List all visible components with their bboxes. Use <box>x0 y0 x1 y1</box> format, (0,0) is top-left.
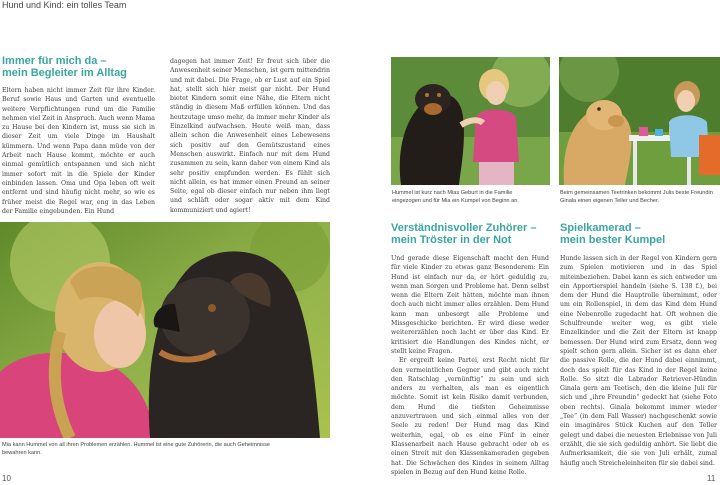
body-column <box>170 57 330 215</box>
heading-line: Immer für mich da – <box>2 55 107 67</box>
heading-line: mein Begleiter im Alltag <box>2 67 127 79</box>
heading-line: Spielkamerad – <box>560 222 641 234</box>
running-header: Hund und Kind: ein tolles Team <box>2 0 127 10</box>
photo-girl-with-dog <box>0 222 330 438</box>
body-column <box>2 86 155 216</box>
paragraph: Hunde lassen sich in der Regel von Kindern gern zum Spielen motivieren und in das Spiel miteinbeziehen. Dabei kann es sich entweder um ein Apportierspiel handeln (siehe S. 138 f.), bei dem der Hund die Hauptrolle übernimmt, oder um ein Rollenspiel, in dem das Kind dem Hund eine Nebenrolle zugedacht hat. Oft wohnen die Schulfreunde weiter weg, es gibt viele Einzelkinder und die Zeit der Eltern ist knapp bemessen. Der Hund wird zum Ersatz, denn weg spielt schon gern allein. Sicher ist es dann eher die passive Rolle, die der Hund dabei einnimmt, doch das spielt für das Kind in der Regel keine Rolle. So sitzt die Labrador Retriever-Hündin Ginala gern am Teetisch, den die kleine Juli für sich und „ihre Freundin“ gedeckt hat (siehe Foto oben rechts). Ginala bekommt immer wieder „Tee“ (in dem Fall Wasser) nachgeschenkt sowie ein imaginäres Stück Kuchen auf den Teller gelegt und dabei die neuesten Erlebnisse von Juli erzählt, die sie sich geduldig anhört. Sie liebt die Aufmerksamkeit, die sie von Juli erhält, zumal häufig auch Streicheleinheiten für sie dabei sind. <box>560 255 717 467</box>
heading-line: mein bester Kumpel <box>560 234 666 246</box>
paragraph: dagegen hat immer Zeit! Er freut sich über die Anwesenheit seiner Menschen, ist gern mittendrin und mit dabei. Die Frage, ob er Lust auf ein Spiel hat, stellt sich hier meist gar nicht. Der Hund bietet Kindern somit eine Nähe, die Eltern nicht ständig in diesem Maß erfüllen können. Und das heutzutage umso mehr, da immer mehr Kinder als Einzelkind aufwachsen. Heute weiß man, dass allein schon die Anwesenheit eines Lebewesens sich positiv auf den Gemütszustand eines Menschen auswirkt. Einfach nur mit dem Hund zusammen zu sein, kann daher von einem Kind als sehr positiv empfunden werden. Es fühlt sich nicht allein, es hat immer einen Freund an seiner Seite, egal ob dieser einfach nur neben ihm liegt und schläft oder sogar aktiv mit dem Kind kommuniziert und agiert! <box>170 58 330 214</box>
section-heading-alltag <box>2 55 162 79</box>
paragraph: Er ergreift keine Partei, erst Recht nicht für den vermeintlichen Gegner und gibt auch nicht den Ratschlag „vernünftig“ zu sein und sich anders zu verhalten, als man es eigentlich möchte. Somit ist kein Risiko damit verbunden, dem Hund die tiefsten Geheimnisse anzuvertrauen und sich einmal alles von der Seele zu reden! Der Hund mag das Kind weiterhin, egal, ob es eine Fünf in einer Klassenarbeit nach Hause gebracht oder ob es einen Streit mit den Klassenkameraden gegeben hat. Die Schwächen des Kindes in seinem Alltag spielen in Bezug auf den Hund keine Rolle. <box>391 357 549 476</box>
section-heading-zuhoerer <box>391 222 556 246</box>
paragraph: Und gerade diese Eigenschaft macht den Hund für viele Kinder zu etwas ganz Besonderem: Ein Hund ist einfach nur da, er hört geduldig zu, wenn man Sorgen und Probleme hat. Denn selbst wenn die Eltern Zeit hätten, möchte man ihnen doch auch nicht immer alles erzählen. Dem Hund kann man unbesorgt alle Probleme und Missgeschicke berichten. Er wird diese weder weitererzählen noch lacht er über das Kind. Er kritisiert die Handlungen des Kindes nicht, er stellt keine Fragen. <box>391 255 549 355</box>
body-column <box>560 254 717 468</box>
photo-caption: Hummel ist kurz nach Mias Geburt in die Familie eingezogen und für Mia ein Kumpel von Beginn an. <box>392 190 519 204</box>
page-number-left: 10 <box>2 474 11 483</box>
paragraph: Eltern haben nicht immer Zeit für ihre Kinder. Beruf sowie Haus und Garten und eventuelle weitere Verpflichtungen rund um die Familie nehmen viel Zeit in Anspruch. Auch wenn Mama zu Hause bei den Kindern ist, muss sie sich in dieser Zeit um viele Dinge im Haushalt kümmern. Und wenn Papa dann müde von der Arbeit nach Hause kommt, möchte er auch einmal gemütlich entspannen und sich nicht immer sofort mit in die Spiele der Kinder einbinden lassen. Oma und Opa leben oft weit entfernt und sind häufig nicht mehr, so wie es früher meist die Regel war, eng in das Leben der Familie eingebunden. Ein Hund <box>2 87 155 215</box>
heading-line: mein Tröster in der Not <box>391 234 512 246</box>
photo-caption: Mia kann Hummel von all ihren Problemen erzählen. Hummel ist eine gute Zuhörerin, die auch Geheimnisse bewahren kann. <box>2 442 271 456</box>
page-number-right: 11 <box>707 474 716 483</box>
section-heading-spielkamerad <box>560 222 718 246</box>
photo-caption: Beim gemeinsamen Teetrinken bekommt Julis beste Freundin Ginala einen eigenen Teller und Becher. <box>560 190 713 204</box>
heading-line: Verständnisvoller Zuhörer – <box>391 222 537 234</box>
photo-tea-party <box>559 57 720 185</box>
body-column <box>391 254 549 477</box>
photo-girl-and-dog-hummel <box>391 57 550 185</box>
